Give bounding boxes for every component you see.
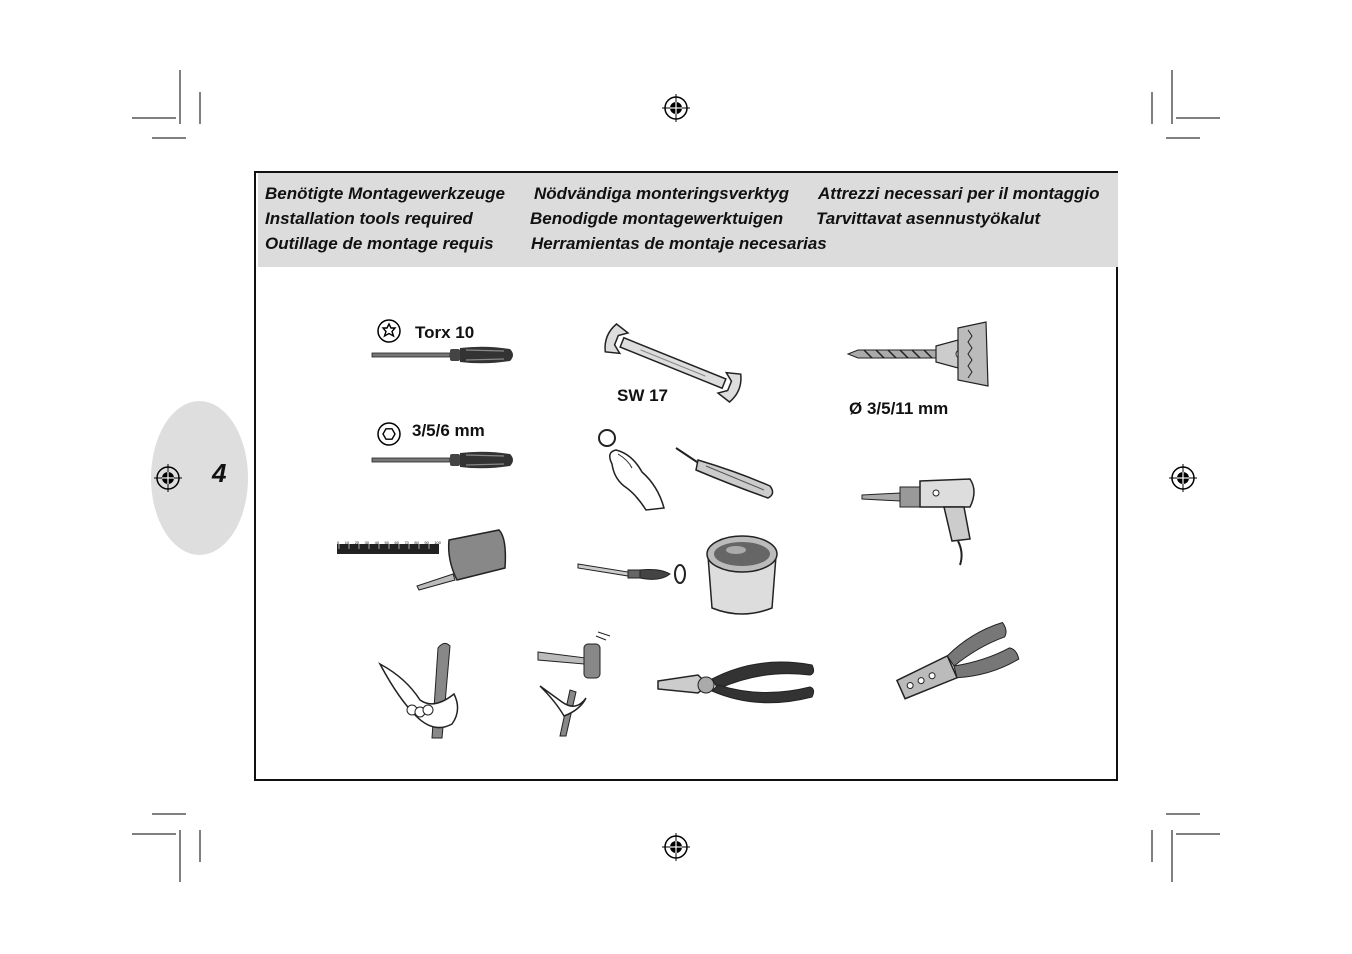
- tape-tick: 60: [394, 540, 399, 545]
- tape-scale: [337, 540, 441, 545]
- screwdriver-icon: [370, 345, 520, 365]
- heading-de: Benötigte Montagewerkzeuge: [265, 184, 505, 203]
- header-band: [258, 173, 1118, 267]
- tape-tick: 10: [344, 540, 350, 545]
- torx-label: Torx 10: [415, 323, 475, 342]
- heading-fr: Outillage de montage requis: [265, 234, 494, 253]
- page-number: 4: [212, 458, 227, 488]
- wrench-label: SW 17: [617, 386, 669, 405]
- heading-en: Installation tools required: [265, 209, 473, 228]
- tape-tick: 90: [424, 540, 429, 545]
- hex-icon: [376, 421, 402, 447]
- heading-fi: Tarvittavat asennustyökalut: [816, 209, 1041, 228]
- hammer-icon: [536, 632, 611, 737]
- registration-mark-icon: [661, 832, 691, 862]
- registration-mark-icon: [153, 463, 183, 493]
- tape-tick: 0: [337, 540, 340, 545]
- tape-tick: 20: [354, 540, 360, 545]
- drill-bit-icon: [846, 320, 991, 390]
- tape-tick: 100: [434, 540, 441, 545]
- drill-bit-label: Ø 3/5/11 mm: [849, 399, 949, 418]
- heading-sv: Nödvändiga monteringsverktyg: [534, 184, 790, 203]
- tape-tick: 50: [384, 540, 389, 545]
- awl-icon: [376, 638, 471, 743]
- pliers-icon: [658, 655, 818, 715]
- registration-mark-icon: [661, 93, 691, 123]
- heading-nl: Benodigde montagewerktuigen: [530, 209, 784, 228]
- heading-es: Herramientas de montaje necesarias: [531, 234, 827, 253]
- tape-tick: 40: [374, 540, 380, 545]
- wire-stripper-icon: [892, 616, 1017, 716]
- tape-tick: 70: [404, 540, 409, 545]
- tape-tick: 80: [414, 540, 419, 545]
- paint-pot-icon: [702, 532, 782, 622]
- heading-it: Attrezzi necessari per il montaggio: [818, 184, 1100, 203]
- screwdriver-icon: [370, 450, 520, 470]
- brush-icon: [576, 552, 691, 592]
- tape-tick: 30: [364, 540, 370, 545]
- deburring-icon: [588, 424, 778, 514]
- hex-label: 3/5/6 mm: [412, 421, 485, 440]
- drill-icon: [860, 473, 980, 568]
- registration-mark-icon: [1168, 463, 1198, 493]
- torx-icon: [376, 318, 402, 344]
